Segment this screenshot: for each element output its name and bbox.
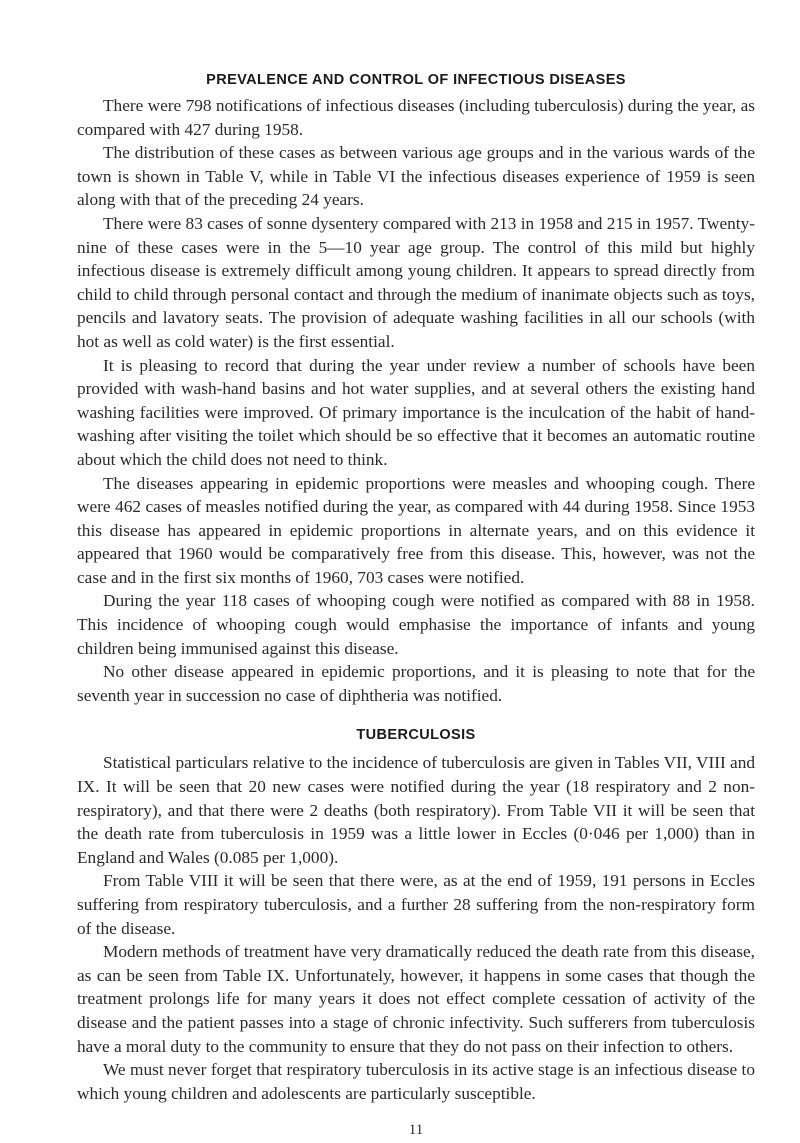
paragraph: It is pleasing to record that during the year under review a number of schools have been provided with wash-hand basins and hot water supplies, and at several others the existing hand washing facilities were improved. Of primary importance is the inculcation of the habit of hand-washing after visiting the toilet which should be so effective that it becomes an automatic routine about which the child does not need to think. — [77, 355, 755, 469]
paragraph: We must never forget that respiratory tuberculosis in its active stage is an infectious disease to which young children and adolescents are particularly susceptible. — [77, 1060, 755, 1103]
paragraph: Statistical particulars relative to the incidence of tuberculosis are given in Tables VII, VIII and IX. It will be seen that 20 new cases were notified during the year (18 respiratory and 2 non-respiratory), and that there were 2 deaths (both respiratory). From Table VII it will be seen that the death rate from tuberculosis in 1959 was a little lower in Eccles (0·046 per 1,000) than in England and Wales (0.085 per 1,000). — [77, 753, 755, 867]
paragraph: During the year 118 cases of whooping cough were notified as compared with 88 in 1958. This incidence of whooping cough would emphasise the importance of infants and young children being immunised against this disease. — [77, 591, 755, 658]
paragraph: Modern methods of treatment have very dramatically reduced the death rate from this disease, as can be seen from Table IX. Unfortunately, however, it happens in some cases that though the treatment prolongs life for many years it does not effect complete cessation of activity of the disease and the patient passes into a stage of chronic infectivity. Such sufferers from tuberculosis have a moral duty to the community to ensure that they do not pass on their infection to others. — [77, 942, 755, 1056]
paragraph: From Table VIII it will be seen that there were, as at the end of 1959, 191 persons in Eccles suffering from respiratory tuberculosis, and a further 28 suffering from the non-respiratory form of the disease. — [77, 871, 755, 938]
paragraph: The distribution of these cases as between various age groups and in the various wards of the town is shown in Table V, while in Table VI the infectious diseases experience of 1959 is seen along with that of the preceding 24 years. — [77, 143, 755, 210]
paragraph: There were 798 notifications of infectious diseases (including tuberculosis) during the year, as compared with 427 during 1958. — [77, 96, 755, 139]
document-page — [77, 70, 755, 1143]
paragraph: There were 83 cases of sonne dysentery compared with 213 in 1958 and 215 in 1957. Twenty-nine of these cases were in the 5—10 year age group. The control of this mild but highly infectious disease is extremely difficult among young children. It appears to spread directly from child to child through personal contact and through the medium of inanimate objects such as toys, pencils and lavatory seats. The provision of adequate washing facilities in all our schools (with hot as well as cold water) is the first essential. — [77, 213, 755, 351]
paragraph: The diseases appearing in epidemic proportions were measles and whooping cough. There were 462 cases of measles notified during the year, as compared with 44 during 1958. Since 1953 this disease has appeared in epidemic proportions in alternate years, and on this evidence it appeared that 1960 would be comparatively free from this disease. This, however, was not the case and in the first six months of 1960, 703 cases were notified. — [77, 473, 755, 587]
paragraph: No other disease appeared in epidemic proportions, and it is pleasing to note that for the seventh year in succession no case of diphtheria was notified. — [77, 662, 755, 705]
page-number: 11 — [408, 1122, 424, 1139]
section-title-infectious-diseases: PREVALENCE AND CONTROL OF INFECTIOUS DISEASES — [206, 72, 626, 88]
section-title-tuberculosis: TUBERCULOSIS — [356, 727, 476, 744]
